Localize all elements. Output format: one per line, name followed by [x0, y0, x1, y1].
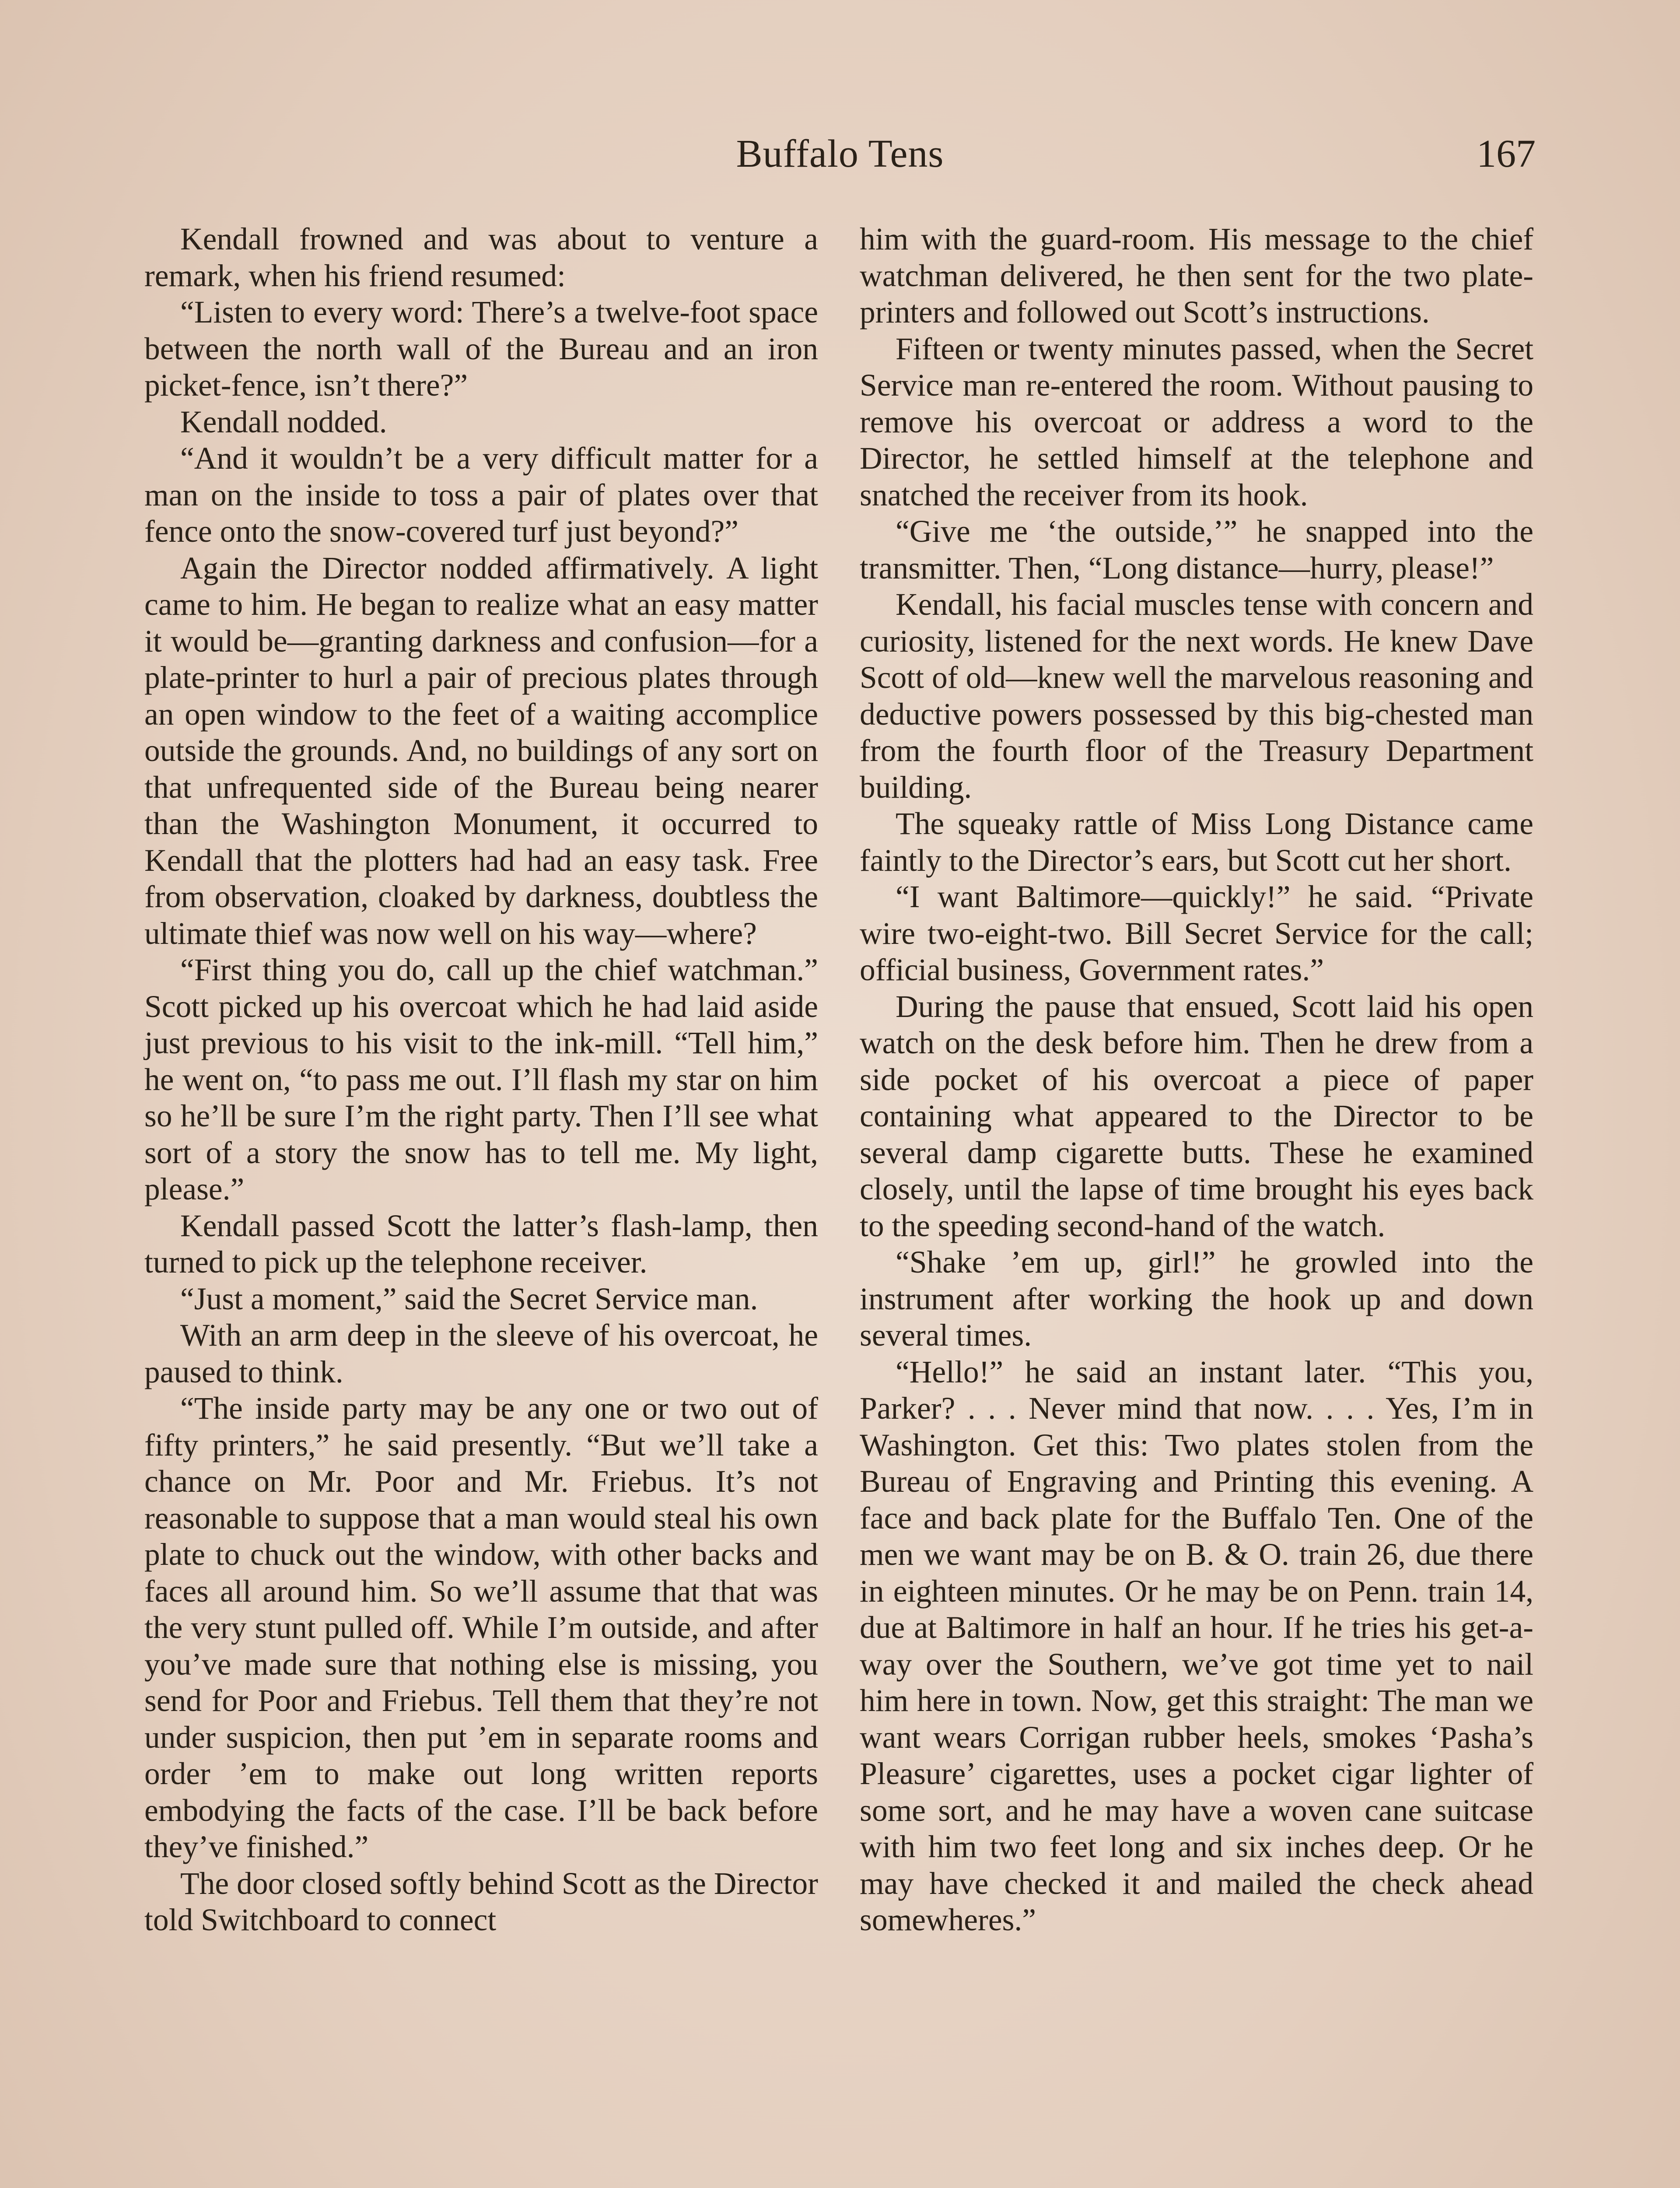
paragraph: “Give me ‘the outside,’” he snapped into the transmitter. Then, “Long distance—hurry, please!” — [860, 514, 1533, 586]
paragraph: Kendall nodded. — [180, 404, 387, 439]
paragraph: The door closed softly behind Scott as the Director told Switchboard to connect — [144, 1866, 818, 1937]
paragraph: Again the Director nodded affirmatively. A light came to him. He began to realize what an easy matter it would be—granting darkness and confusion—for a plate-printer to hurl a pair of precious plates through an open window to the feet of a waiting accomplice outside the grounds. And, no buildings of any sort on that unfrequented side of the Bureau being nearer than the Washington Monument, it occurred to Kendall that the plotters had had an easy task. Free from observation, cloaked by darkness, doubtless the ultimate thief was now well on his way—where? — [144, 551, 818, 951]
paragraph: “Listen to every word: There’s a twelve-foot space between the north wall of the Bureau and an iron picket-fence, isn’t there?” — [144, 295, 818, 403]
paragraph: “Just a moment,” said the Secret Service man. — [180, 1281, 758, 1316]
paragraph: With an arm deep in the sleeve of his overcoat, he paused to think. — [144, 1318, 818, 1389]
running-title: Buffalo Tens — [736, 132, 944, 175]
paragraph: “And it wouldn’t be a very difficult matter for a man on the inside to toss a pair of plates over that fence onto the snow-covered turf just beyond?” — [144, 441, 818, 549]
paragraph: “Shake ’em up, girl!” he growled into the instrument after working the hook up and down several times. — [860, 1245, 1533, 1353]
paragraph: Kendall, his facial muscles tense with concern and curiosity, listened for the next words. He knew Dave Scott of old—knew well the marvelous reasoning and deductive powers possessed by this big-chested man from the fourth floor of the Treasury Department building. — [860, 587, 1533, 805]
paragraph: “The inside party may be any one or two out of fifty printers,” he said presently. “But we’ll take a chance on Mr. Poor and Mr. Friebus. It’s not reasonable to suppose that a man would steal his own plate to chuck out the window, with other backs and faces all around him. So we’ll assume that that was the very stunt pulled off. While I’m outside, and after you’ve made sure that nothing else is missing, you send for Poor and Friebus. Tell them that they’re not under suspicion, then put ’em in separate rooms and order ’em to make out long written reports embodying the facts of the case. I’ll be back before they’ve finished.” — [144, 1391, 818, 1864]
paragraph-continued: him with the guard-room. His message to the chief watchman delivered, he then sent for the two plate-printers and followed out Scott’s instructions. — [860, 222, 1533, 330]
paragraph: The squeaky rattle of Miss Long Distance came faintly to the Director’s ears, but Scott cut her short. — [860, 806, 1533, 878]
right-column — [860, 221, 1533, 1939]
left-column — [144, 221, 818, 1939]
paragraph: “I want Baltimore—quickly!” he said. “Private wire two-eight-two. Bill Secret Service for the call; official business, Government rates.” — [860, 880, 1533, 987]
paragraph: Kendall passed Scott the latter’s flash-lamp, then turned to pick up the telephone receiver. — [144, 1208, 818, 1280]
paragraph: During the pause that ensued, Scott laid his open watch on the desk before him. Then he drew from a side pocket of his overcoat a piece of paper containing what appeared to the Director to be several damp cigarette butts. These he examined closely, until the lapse of time brought his eyes back to the speeding second-hand of the watch. — [860, 989, 1533, 1243]
paragraph: Kendall frowned and was about to venture a remark, when his friend resumed: — [144, 222, 818, 293]
page-number: 167 — [1477, 132, 1536, 175]
paragraph: “Hello!” he said an instant later. “This you, Parker? . . . Never mind that now. . . . Yes, I’m in Washington. Get this: Two plates stolen from the Bureau of Engraving and Printing this evening. A face and back plate for the Buffalo Ten. One of the men we want may be on B. & O. train 26, due there in eighteen minutes. Or he may be on Penn. train 14, due at Baltimore in half an hour. If he tries his get-a-way over the Southern, we’ve got time yet to nail him here in town. Now, get this straight: The man we want wears Corrigan rubber heels, smokes ‘Pasha’s Pleasure’ cigarettes, uses a pocket cigar lighter of some sort, and he may have a woven cane suitcase with him two feet long and six inches deep. Or he may have checked it and mailed the check ahead somewheres.” — [860, 1354, 1533, 1937]
paragraph: Fifteen or twenty minutes passed, when the Secret Service man re-entered the room. Without pausing to remove his overcoat or address a word to the Director, he settled himself at the telephone and snatched the receiver from its hook. — [860, 331, 1533, 512]
paragraph: “First thing you do, call up the chief watchman.” Scott picked up his overcoat which he had laid aside just previous to his visit to the ink-mill. “Tell him,” he went on, “to pass me out. I’ll flash my star on him so he’ll be sure I’m the right party. Then I’ll see what sort of a story the snow has to tell me. My light, please.” — [144, 953, 818, 1206]
